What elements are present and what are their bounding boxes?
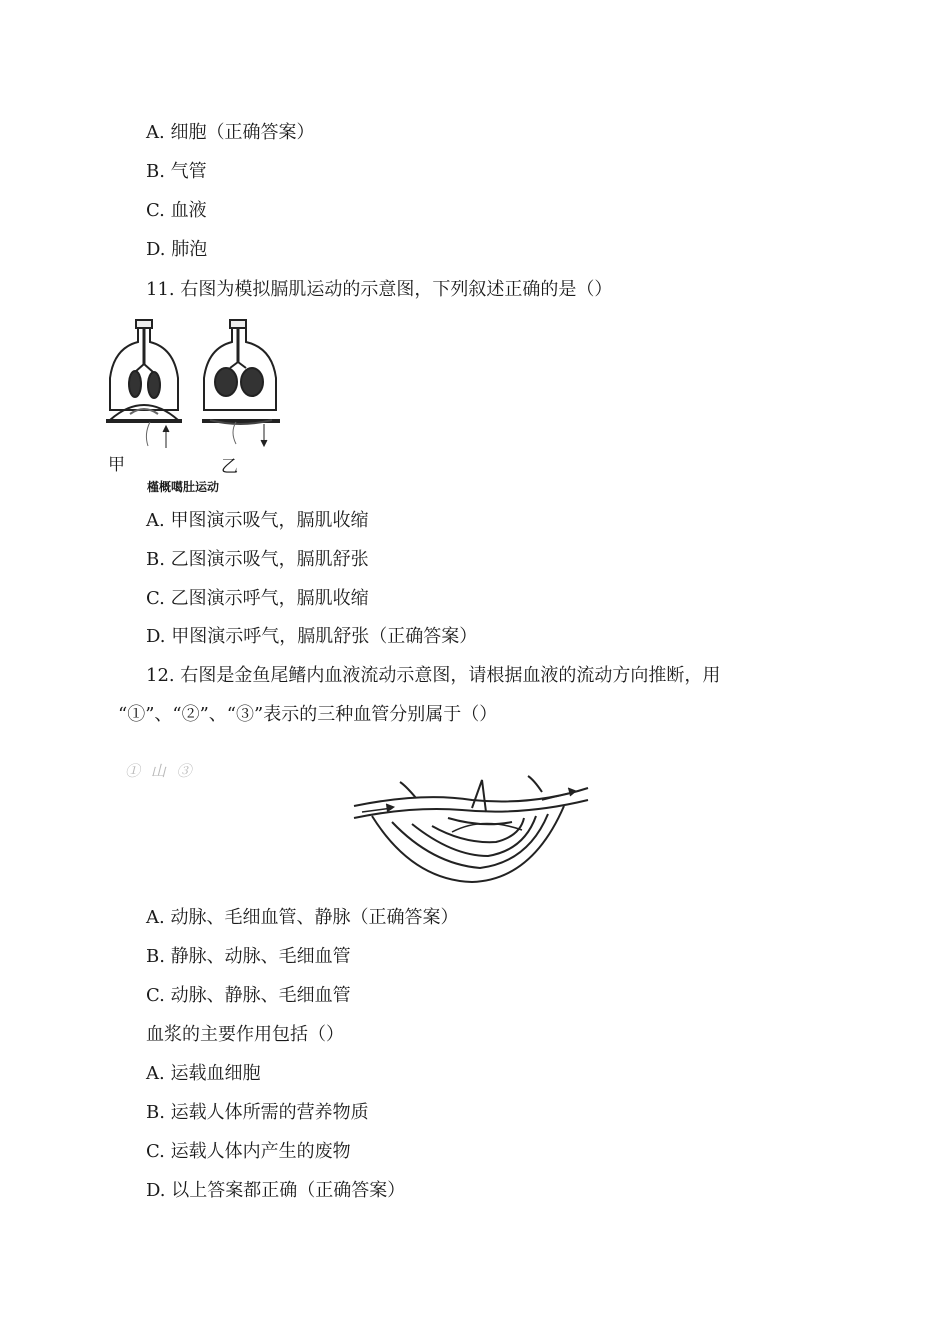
q10-option-a: A. 细胞（正确答案） [146,122,315,143]
q11-option-b: B. 乙图演示吸气，膈肌舒张 [146,549,369,570]
q13-option-a: A. 运载血细胞 [146,1063,261,1084]
q12-option-c: C. 动脉、静脉、毛细血管 [146,985,351,1006]
figure-caption: 槿概噶肚运动 [147,480,220,494]
figure-label-yi: 乙 [221,457,238,477]
q11-stem: 11. 右图为模拟膈肌运动的示意图，下列叙述正确的是（） [146,279,613,300]
q11-option-a: A. 甲图演示吸气，膈肌收缩 [146,510,369,531]
figure-label-jia: 甲 [108,455,125,475]
q12-stem-line2: “①”、“②”、“③”表示的三种血管分别属于（） [118,704,498,725]
bell-jar-right [202,320,280,446]
diaphragm-model-figure [104,318,294,474]
fish-tail-blood-flow-figure [352,772,592,886]
q11-option-d: D. 甲图演示呼气，膈肌舒张（正确答案） [146,626,478,647]
q12-option-b: B. 静脉、动脉、毛细血管 [146,946,351,967]
q13-option-b: B. 运载人体所需的营养物质 [146,1102,369,1123]
q13-option-d: D. 以上答案都正确（正确答案） [146,1180,406,1201]
q12-option-a: A. 动脉、毛细血管、静脉（正确答案） [146,907,459,928]
q11-option-c: C. 乙图演示呼气，膈肌收缩 [146,588,369,609]
q13-stem: 血浆的主要作用包括（） [146,1024,344,1045]
q12-stem-line1: 12. 右图是金鱼尾鳍内血液流动示意图，请根据血液的流动方向推断，用 [146,665,721,686]
bell-jar-left [106,320,182,448]
q13-option-c: C. 运载人体内产生的废物 [146,1141,351,1162]
q10-option-c: C. 血液 [146,200,207,221]
faint-figure-labels: ① 山 ③ [125,762,195,780]
q10-option-b: B. 气管 [146,161,207,182]
q10-option-d: D. 肺泡 [146,239,208,260]
